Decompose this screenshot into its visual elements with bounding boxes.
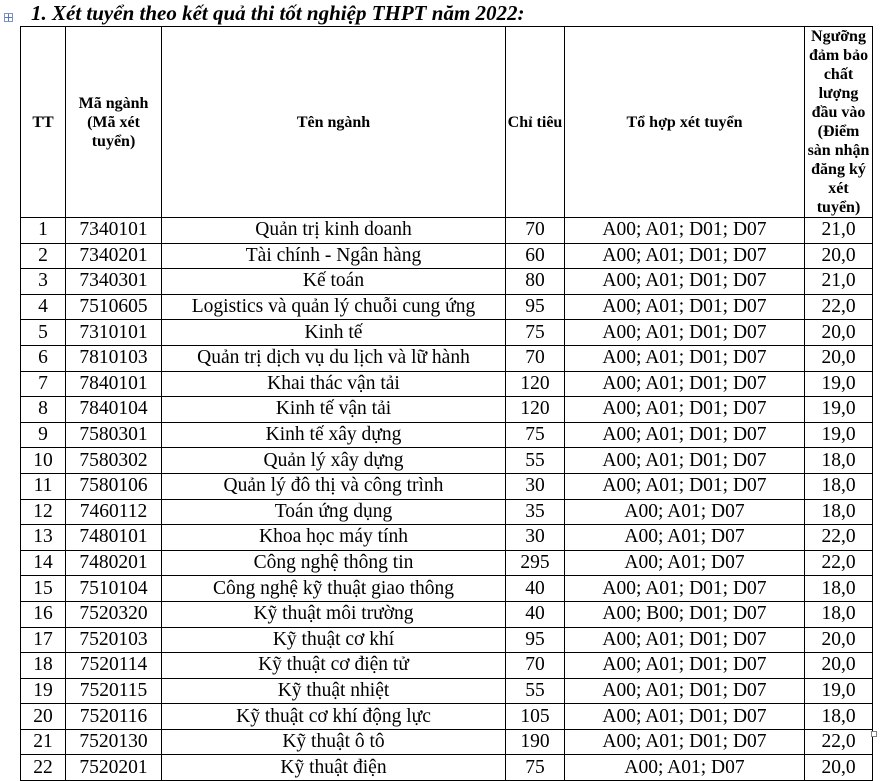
table-move-handle[interactable] — [4, 13, 13, 22]
table-row — [21, 320, 873, 346]
cell-quota: 55 — [506, 448, 565, 474]
cell-quota: 60 — [506, 243, 565, 269]
cell-name: Khoa học máy tính — [162, 525, 506, 551]
cell-name: Kinh tế vận tải — [162, 397, 506, 423]
cell-score: 19,0 — [805, 422, 873, 448]
cell-combo: A00; A01; D01; D07 — [565, 243, 805, 269]
cell-score: 22,0 — [805, 525, 873, 551]
cell-tt: 11 — [21, 473, 66, 499]
cell-quota: 75 — [506, 422, 565, 448]
cell-code: 7520320 — [66, 601, 162, 627]
cell-code: 7520130 — [66, 729, 162, 755]
cell-quota: 30 — [506, 473, 565, 499]
cell-tt: 22 — [21, 755, 66, 781]
cell-score: 21,0 — [805, 269, 873, 295]
section-heading: 1. Xét tuyển theo kết quả thi tốt nghiệp THPT năm 2022: — [31, 1, 525, 25]
table-row — [21, 627, 873, 653]
table-row — [21, 755, 873, 781]
header-code: Mã ngành (Mã xét tuyển) — [66, 27, 162, 218]
admissions-table — [20, 26, 873, 781]
cell-code: 7520114 — [66, 653, 162, 679]
table-header-row — [21, 27, 873, 218]
cell-name: Tài chính - Ngân hàng — [162, 243, 506, 269]
cell-name: Kỹ thuật môi trường — [162, 601, 506, 627]
table-row — [21, 550, 873, 576]
cell-code: 7340101 — [66, 218, 162, 244]
header-score: Ngưỡng đảm bảo chất lượng đầu vào (Điểm sàn nhận đăng ký xét tuyển) — [805, 27, 873, 218]
cell-quota: 105 — [506, 704, 565, 730]
cell-name: Kỹ thuật cơ khí — [162, 627, 506, 653]
cell-quota: 95 — [506, 294, 565, 320]
cell-code: 7580301 — [66, 422, 162, 448]
cell-tt: 2 — [21, 243, 66, 269]
header-combo: Tổ hợp xét tuyển — [565, 27, 805, 218]
cell-score: 18,0 — [805, 704, 873, 730]
cell-name: Quản lý đô thị và công trình — [162, 473, 506, 499]
cell-tt: 12 — [21, 499, 66, 525]
cell-combo: A00; A01; D01; D07 — [565, 627, 805, 653]
table-row — [21, 704, 873, 730]
cell-score: 20,0 — [805, 320, 873, 346]
cell-score: 20,0 — [805, 755, 873, 781]
cell-tt: 9 — [21, 422, 66, 448]
cell-tt: 4 — [21, 294, 66, 320]
table-row — [21, 397, 873, 423]
cell-combo: A00; A01; D01; D07 — [565, 320, 805, 346]
cell-score: 19,0 — [805, 397, 873, 423]
cell-score: 20,0 — [805, 345, 873, 371]
cell-combo: A00; A01; D01; D07 — [565, 704, 805, 730]
cell-score: 19,0 — [805, 678, 873, 704]
cell-quota: 75 — [506, 755, 565, 781]
table-body — [21, 218, 873, 781]
cell-quota: 95 — [506, 627, 565, 653]
cell-combo: A00; B00; D01; D07 — [565, 601, 805, 627]
header-quota: Chỉ tiêu — [506, 27, 565, 218]
cell-code: 7580106 — [66, 473, 162, 499]
table-row — [21, 499, 873, 525]
cell-tt: 1 — [21, 218, 66, 244]
cell-name: Kỹ thuật nhiệt — [162, 678, 506, 704]
cell-combo: A00; A01; D01; D07 — [565, 397, 805, 423]
cell-score: 18,0 — [805, 576, 873, 602]
cell-tt: 10 — [21, 448, 66, 474]
cell-score: 18,0 — [805, 473, 873, 499]
cell-code: 7460112 — [66, 499, 162, 525]
cell-code: 7810103 — [66, 345, 162, 371]
cell-combo: A00; A01; D01; D07 — [565, 653, 805, 679]
cell-code: 7840101 — [66, 371, 162, 397]
cell-combo: A00; A01; D01; D07 — [565, 345, 805, 371]
cell-combo: A00; A01; D07 — [565, 755, 805, 781]
cell-name: Kế toán — [162, 269, 506, 295]
cell-combo: A00; A01; D01; D07 — [565, 294, 805, 320]
table-row — [21, 448, 873, 474]
cell-combo: A00; A01; D01; D07 — [565, 729, 805, 755]
cell-score: 18,0 — [805, 601, 873, 627]
cell-name: Kinh tế xây dựng — [162, 422, 506, 448]
cell-code: 7480201 — [66, 550, 162, 576]
table-row — [21, 576, 873, 602]
cell-code: 7340201 — [66, 243, 162, 269]
cell-code: 7340301 — [66, 269, 162, 295]
cell-name: Kỹ thuật ô tô — [162, 729, 506, 755]
table-row — [21, 243, 873, 269]
cell-code: 7510104 — [66, 576, 162, 602]
cell-quota: 55 — [506, 678, 565, 704]
table-row — [21, 601, 873, 627]
cell-name: Logistics và quản lý chuỗi cung ứng — [162, 294, 506, 320]
cell-name: Kỹ thuật cơ khí động lực — [162, 704, 506, 730]
cell-name: Kỹ thuật điện — [162, 755, 506, 781]
cell-quota: 70 — [506, 653, 565, 679]
cell-tt: 8 — [21, 397, 66, 423]
cell-combo: A00; A01; D01; D07 — [565, 473, 805, 499]
header-name: Tên ngành — [162, 27, 506, 218]
cell-name: Công nghệ thông tin — [162, 550, 506, 576]
table-row — [21, 422, 873, 448]
cell-tt: 15 — [21, 576, 66, 602]
cell-quota: 40 — [506, 601, 565, 627]
cell-name: Quản trị kinh doanh — [162, 218, 506, 244]
cell-tt: 5 — [21, 320, 66, 346]
cell-code: 7520103 — [66, 627, 162, 653]
cell-quota: 120 — [506, 397, 565, 423]
cell-quota: 295 — [506, 550, 565, 576]
cell-tt: 16 — [21, 601, 66, 627]
cell-score: 20,0 — [805, 653, 873, 679]
cell-quota: 190 — [506, 729, 565, 755]
table-row — [21, 525, 873, 551]
cell-quota: 30 — [506, 525, 565, 551]
cell-quota: 70 — [506, 345, 565, 371]
cell-combo: A00; A01; D01; D07 — [565, 371, 805, 397]
table-row — [21, 345, 873, 371]
cell-quota: 40 — [506, 576, 565, 602]
table-row — [21, 371, 873, 397]
cell-score: 20,0 — [805, 627, 873, 653]
cell-code: 7480101 — [66, 525, 162, 551]
cell-code: 7840104 — [66, 397, 162, 423]
cell-combo: A00; A01; D01; D07 — [565, 422, 805, 448]
cell-tt: 14 — [21, 550, 66, 576]
cell-quota: 120 — [506, 371, 565, 397]
cell-tt: 7 — [21, 371, 66, 397]
table-row — [21, 653, 873, 679]
cell-combo: A00; A01; D07 — [565, 499, 805, 525]
cell-score: 19,0 — [805, 371, 873, 397]
cell-name: Quản lý xây dựng — [162, 448, 506, 474]
cell-score: 22,0 — [805, 550, 873, 576]
cell-score: 18,0 — [805, 499, 873, 525]
cell-quota: 35 — [506, 499, 565, 525]
cell-quota: 75 — [506, 320, 565, 346]
cell-combo: A00; A01; D01; D07 — [565, 576, 805, 602]
cell-score: 20,0 — [805, 243, 873, 269]
cell-name: Khai thác vận tải — [162, 371, 506, 397]
table-row — [21, 678, 873, 704]
cell-code: 7520201 — [66, 755, 162, 781]
cell-code: 7510605 — [66, 294, 162, 320]
cell-quota: 80 — [506, 269, 565, 295]
table-resize-handle[interactable] — [871, 731, 877, 737]
table-row — [21, 473, 873, 499]
cell-combo: A00; A01; D01; D07 — [565, 448, 805, 474]
cell-tt: 21 — [21, 729, 66, 755]
cell-tt: 6 — [21, 345, 66, 371]
header-tt: TT — [21, 27, 66, 218]
cell-tt: 18 — [21, 653, 66, 679]
cell-tt: 19 — [21, 678, 66, 704]
cell-combo: A00; A01; D01; D07 — [565, 678, 805, 704]
cell-tt: 3 — [21, 269, 66, 295]
cell-combo: A00; A01; D07 — [565, 550, 805, 576]
cell-quota: 70 — [506, 218, 565, 244]
table-row — [21, 269, 873, 295]
table-row — [21, 294, 873, 320]
cell-name: Quản trị dịch vụ du lịch và lữ hành — [162, 345, 506, 371]
cell-tt: 17 — [21, 627, 66, 653]
cell-tt: 20 — [21, 704, 66, 730]
cell-tt: 13 — [21, 525, 66, 551]
cell-score: 22,0 — [805, 294, 873, 320]
cell-combo: A00; A01; D07 — [565, 525, 805, 551]
cell-score: 22,0 — [805, 729, 873, 755]
cell-name: Kinh tế — [162, 320, 506, 346]
cell-code: 7310101 — [66, 320, 162, 346]
cell-name: Công nghệ kỹ thuật giao thông — [162, 576, 506, 602]
cell-name: Toán ứng dụng — [162, 499, 506, 525]
cell-code: 7580302 — [66, 448, 162, 474]
cell-code: 7520116 — [66, 704, 162, 730]
cell-score: 21,0 — [805, 218, 873, 244]
cell-name: Kỹ thuật cơ điện tử — [162, 653, 506, 679]
cell-combo: A00; A01; D01; D07 — [565, 269, 805, 295]
table-row — [21, 218, 873, 244]
cell-code: 7520115 — [66, 678, 162, 704]
cell-combo: A00; A01; D01; D07 — [565, 218, 805, 244]
cell-score: 18,0 — [805, 448, 873, 474]
table-row — [21, 729, 873, 755]
